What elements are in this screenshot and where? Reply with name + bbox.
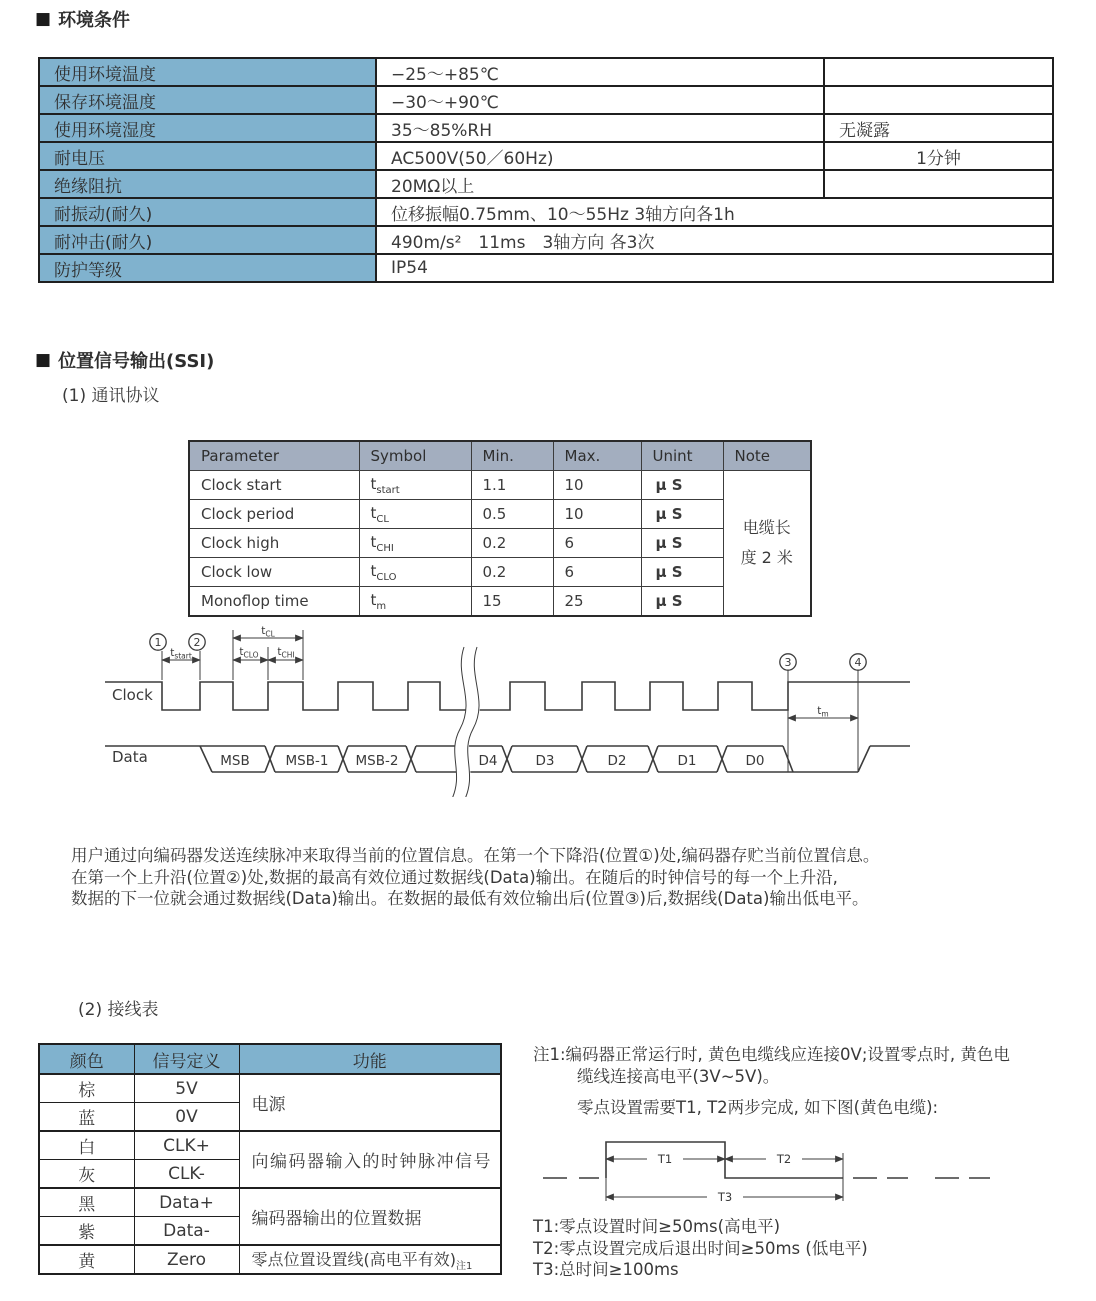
table-row (39, 254, 1053, 282)
env-title-text: 环境条件 (58, 10, 131, 31)
col-header: Note (723, 441, 811, 471)
svg-text:tCL: $t_{CL}$ (261, 625, 275, 639)
unit-cell: μ S (641, 471, 723, 500)
symbol-cell: $t_{CLO}$ (359, 558, 471, 587)
table-row (189, 441, 811, 471)
min-cell: 0.2 (471, 529, 553, 558)
bus-cell-label: D0 (745, 753, 765, 769)
t-m-dimension (788, 670, 858, 772)
t-cl-dimension (233, 625, 303, 680)
col-header: Min. (471, 441, 553, 471)
svg-text:tstart: $t_{start}$ (170, 647, 192, 661)
wire-signal: Data- (134, 1217, 239, 1246)
wire-color: 黑 (39, 1188, 134, 1217)
t-descriptions (533, 1216, 868, 1281)
wire-color: 棕 (39, 1074, 134, 1103)
note1-line: 缆线连接高电平(3V~5V)。 (577, 1067, 780, 1086)
env-label: 防护等级 (39, 254, 376, 282)
table-row (39, 198, 1053, 226)
ssi-description (71, 845, 1081, 910)
env-value: −30～+90℃ (376, 86, 824, 114)
table-row (189, 500, 811, 529)
environment-table (38, 57, 1054, 283)
data-label: Data (112, 748, 148, 766)
ssi-title-text: 位置信号输出(SSI) (58, 351, 215, 372)
ssi-section-title (35, 347, 214, 373)
wire-function: 零点位置设置线(高电平有效)$_{注1}$ (239, 1245, 501, 1274)
unit-cell: μ S (641, 500, 723, 529)
param-cell: Monoflop time (189, 587, 359, 617)
table-row (189, 558, 811, 587)
wire-signal: CLK+ (134, 1131, 239, 1160)
table-row (39, 1074, 501, 1103)
table-row (39, 226, 1053, 254)
table-row (39, 1044, 501, 1074)
col-header: 信号定义 (134, 1044, 239, 1074)
bus-cell-label: MSB-1 (285, 753, 329, 769)
max-cell: 25 (553, 587, 641, 617)
col-header: Symbol (359, 441, 471, 471)
param-cell: Clock period (189, 500, 359, 529)
pulse-waveform (543, 1142, 990, 1178)
bus-cell-label: MSB (220, 753, 250, 769)
bus-cell-label: D2 (607, 753, 627, 769)
svg-text:tCHI: $t_{CHI}$ (277, 646, 295, 660)
wire-function: 向编码器输入的时钟脉冲信号 (239, 1131, 501, 1188)
description-line: 在第一个上升沿(位置②)处,数据的最高有效位通过数据线(Data)输出。在随后的时钟信号的每一个上升沿, (71, 867, 838, 887)
env-label: 使用环境温度 (39, 58, 376, 86)
env-label: 绝缘阻抗 (39, 170, 376, 198)
env-extra (824, 58, 1053, 86)
env-extra (824, 170, 1053, 198)
env-label: 耐冲击(耐久) (39, 226, 376, 254)
wiring-table (38, 1043, 502, 1275)
unit-cell: μ S (641, 529, 723, 558)
t1-dimension (606, 1152, 725, 1166)
position-marker-1 (150, 634, 166, 650)
table-row (189, 471, 811, 500)
t-description-line: T2:零点设置完成后退出时间≥50ms (低电平) (533, 1238, 868, 1258)
env-value: AC500V(50／60Hz) (376, 142, 824, 170)
svg-text:T2: T2 (776, 1152, 792, 1166)
min-cell: 15 (471, 587, 553, 617)
env-value: 490m/s² 11ms 3轴方向 各3次 (376, 226, 1053, 254)
note1-line: 零点设置需要T1, T2两步完成, 如下图(黄色电缆): (577, 1098, 939, 1117)
wire-color: 灰 (39, 1160, 134, 1189)
env-value: 位移振幅0.75mm、10～55Hz 3轴方向各1h (376, 198, 1053, 226)
unit-cell: μ S (641, 558, 723, 587)
table-row (39, 1188, 501, 1217)
t-description-line: T3:总时间≥100ms (533, 1260, 679, 1279)
env-extra (824, 86, 1053, 114)
param-cell: Clock low (189, 558, 359, 587)
wire-function: 编码器输出的位置数据 (239, 1188, 501, 1245)
env-value: 20MΩ以上 (376, 170, 824, 198)
wire-color: 黄 (39, 1245, 134, 1274)
max-cell: 6 (553, 558, 641, 587)
env-extra: 1分钟 (824, 142, 1053, 170)
env-value: −25～+85℃ (376, 58, 824, 86)
table-row (39, 1245, 501, 1274)
break-squiggle-icon (450, 647, 479, 797)
clock-waveform (105, 682, 910, 710)
zero-set-pulse-diagram (535, 1136, 1035, 1208)
env-value: IP54 (376, 254, 1053, 282)
env-value: 35～85%RH (376, 114, 824, 142)
description-line: 用户通过向编码器发送连续脉冲来取得当前的位置信息。在第一个下降沿(位置①)处,编码器存贮当前位置信息。 (71, 846, 880, 865)
param-cell: Clock high (189, 529, 359, 558)
svg-text:4: 4 (854, 656, 862, 669)
min-cell: 0.5 (471, 500, 553, 529)
svg-text:tm: $t_m$ (817, 705, 829, 719)
bus-cell-label: D1 (677, 753, 697, 769)
wire-signal: CLK- (134, 1160, 239, 1189)
max-cell: 10 (553, 471, 641, 500)
position-marker-2 (189, 634, 205, 650)
note-cell: 电缆长度 2 米 (723, 471, 811, 617)
col-header: Parameter (189, 441, 359, 471)
wire-color: 白 (39, 1131, 134, 1160)
protocol-table (188, 440, 812, 617)
env-label: 保存环境温度 (39, 86, 376, 114)
square-bullet-icon: ■ (35, 349, 52, 370)
wire-signal: Data+ (134, 1188, 239, 1217)
table-row (189, 529, 811, 558)
svg-text:3: 3 (784, 656, 792, 669)
wire-color: 蓝 (39, 1103, 134, 1132)
description-line: 数据的下一位就会通过数据线(Data)输出。在数据的最低有效位输出后(位置③)后,数据线(Data)输出低电平。 (71, 889, 869, 908)
wiring-subtitle: (2) 接线表 (78, 1000, 159, 1020)
symbol-cell: $t_{CL}$ (359, 500, 471, 529)
note1-block (533, 1044, 1093, 1119)
env-label: 耐电压 (39, 142, 376, 170)
t-description-line: T1:零点设置时间≥50ms(高电平) (533, 1217, 781, 1236)
table-row (39, 86, 1053, 114)
table-row (39, 58, 1053, 86)
param-cell: Clock start (189, 471, 359, 500)
bus-cell-label: D3 (535, 753, 555, 769)
symbol-cell: $t_{CHI}$ (359, 529, 471, 558)
env-label: 使用环境湿度 (39, 114, 376, 142)
svg-text:tCLO: $t_{CLO}$ (239, 646, 259, 660)
ssi-timing-diagram (100, 625, 915, 797)
min-cell: 1.1 (471, 471, 553, 500)
table-row (39, 114, 1053, 142)
col-header: 颜色 (39, 1044, 134, 1074)
note1-line: 注1:编码器正常运行时, 黄色电缆线应连接0V;设置零点时, 黄色电 (533, 1045, 1010, 1064)
unit-cell: μ S (641, 587, 723, 617)
col-header: Unint (641, 441, 723, 471)
max-cell: 10 (553, 500, 641, 529)
wire-function: 电源 (239, 1074, 501, 1131)
max-cell: 6 (553, 529, 641, 558)
protocol-subtitle: (1) 通讯协议 (62, 386, 160, 406)
position-marker-4 (850, 654, 866, 670)
svg-text:1: 1 (154, 636, 162, 649)
clock-label: Clock (112, 686, 153, 704)
bus-cell-label: D4 (478, 753, 498, 769)
t2-dimension (725, 1152, 843, 1201)
table-row (189, 587, 811, 617)
env-label: 耐振动(耐久) (39, 198, 376, 226)
svg-text:T3: T3 (717, 1190, 733, 1204)
bus-cell-label: MSB-2 (355, 753, 399, 769)
table-row (39, 142, 1053, 170)
min-cell: 0.2 (471, 558, 553, 587)
col-header: Max. (553, 441, 641, 471)
t-start-dimension (162, 647, 200, 680)
env-section-title (35, 6, 130, 32)
svg-text:2: 2 (193, 636, 201, 649)
wire-signal: 5V (134, 1074, 239, 1103)
table-row (39, 1131, 501, 1160)
symbol-cell: $t_{start}$ (359, 471, 471, 500)
svg-text:T1: T1 (657, 1152, 673, 1166)
position-marker-3 (780, 654, 796, 670)
wire-color: 紫 (39, 1217, 134, 1246)
col-header: 功能 (239, 1044, 501, 1074)
table-row (39, 170, 1053, 198)
t3-dimension (606, 1178, 843, 1204)
wire-signal: Zero (134, 1245, 239, 1274)
wire-signal: 0V (134, 1103, 239, 1132)
square-bullet-icon: ■ (35, 8, 52, 29)
env-extra: 无凝露 (824, 114, 1053, 142)
symbol-cell: $t_m$ (359, 587, 471, 617)
